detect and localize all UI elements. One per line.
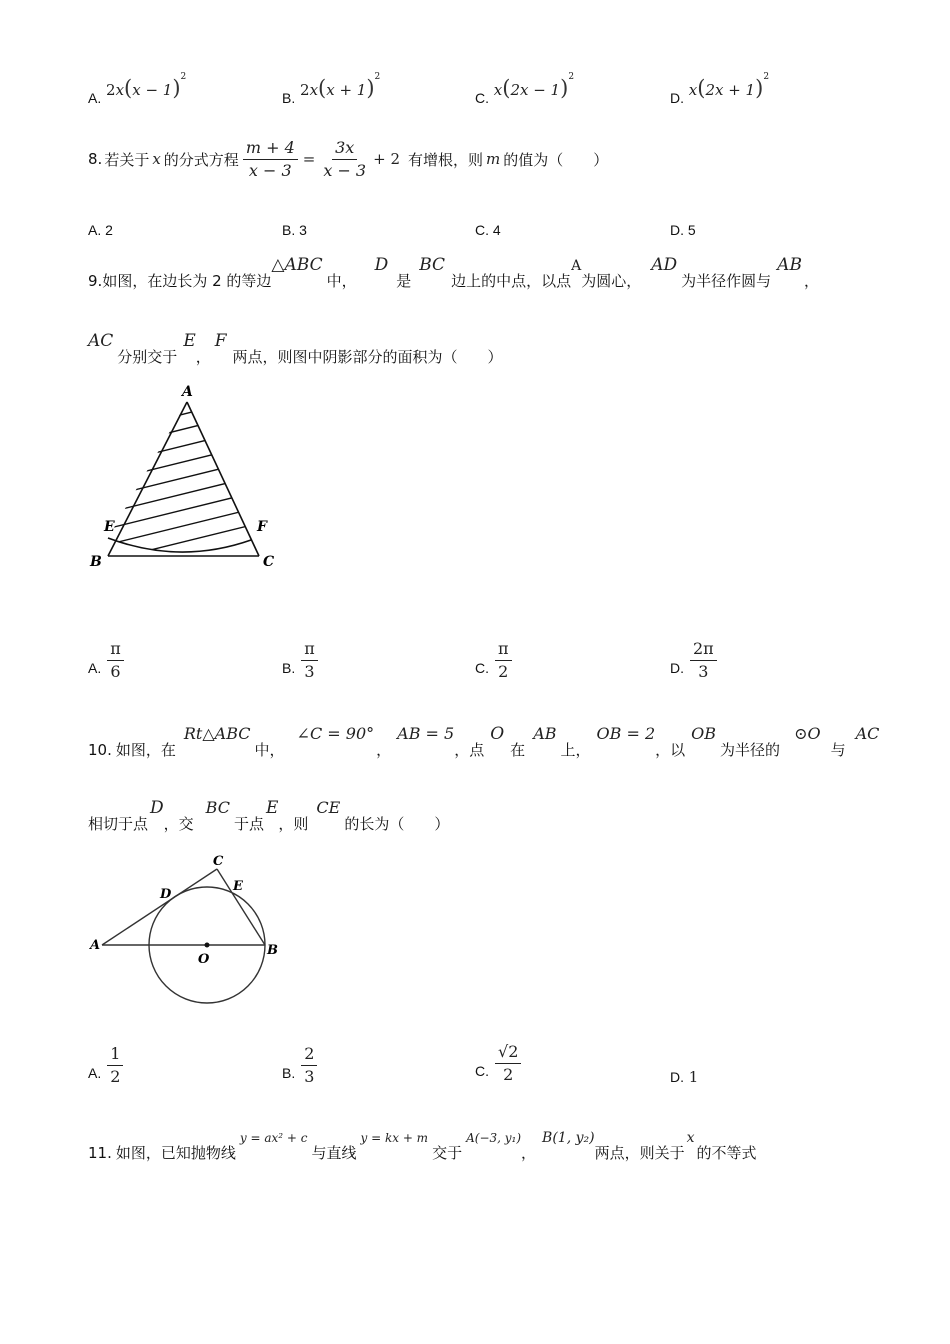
q9-figure	[80, 380, 300, 580]
q10-stem-line1	[88, 723, 879, 763]
math-seg-ce: CE	[316, 798, 341, 817]
math-seg-ab: AB	[533, 724, 557, 743]
math-inner: 2x − 1	[510, 81, 561, 99]
stem-text: 为圆心，	[581, 272, 642, 290]
stem-text: 交于	[432, 1144, 463, 1162]
stem-text: 边上的中点，以点	[451, 272, 572, 290]
side-ab	[108, 402, 187, 556]
math-seg-bc: BC	[205, 798, 230, 817]
q9-stem-line2	[88, 330, 503, 370]
stem-text: 的值为（ ）	[503, 150, 609, 169]
math-ob-eq: OB = 2	[596, 724, 656, 743]
stem-text: ，	[521, 1144, 537, 1162]
math-point-a: A	[571, 258, 582, 274]
math-seg-ac: AC	[855, 724, 880, 743]
question-number: 11.	[88, 1144, 112, 1162]
q9-stem-line1	[88, 254, 819, 294]
math-circle-o: ⊙O	[794, 724, 821, 743]
label-c: C	[213, 854, 224, 869]
option-label: D.	[670, 1069, 684, 1085]
math-point-b: B(1, y₂)	[542, 1130, 595, 1146]
fraction: $\frac{\pi}{2}$	[495, 640, 512, 680]
stem-text: 于点	[233, 815, 264, 833]
option-label: B.	[282, 90, 296, 106]
label-a: A	[90, 938, 101, 953]
stem-text: 相切于点	[88, 815, 149, 833]
stem-text: ，点	[454, 741, 485, 759]
fraction: $\frac{2\pi}{3}$	[690, 640, 717, 680]
math-var: x	[493, 81, 503, 99]
q10-option-d	[670, 1068, 698, 1086]
stem-text: 两点，则图中阴影部分的面积为（ ）	[232, 348, 503, 366]
q7-option-b: B. $2x(x + 1)^2$	[282, 72, 381, 106]
q10-figure	[80, 845, 300, 1015]
fraction: $\frac{2}{3}$	[301, 1045, 317, 1085]
question-number: 8.	[88, 150, 103, 168]
q9-option-c	[475, 640, 512, 680]
q8-stem	[88, 136, 608, 182]
stem-text: 两点，则关于	[594, 1144, 685, 1162]
option-label: C.	[475, 1063, 489, 1080]
math-point-f: F	[214, 331, 227, 351]
math-coef: 2	[106, 81, 116, 99]
label-e: E	[233, 879, 243, 894]
q9-option-b	[282, 640, 318, 680]
label-a: A	[182, 384, 193, 400]
fraction: $\frac{m + 4}{x - 3}$	[243, 139, 298, 179]
q9-option-d	[670, 640, 717, 680]
plus-term: + 2	[373, 150, 400, 168]
math-seg-ac: AC	[88, 331, 114, 351]
math-angle-c: ∠C = 90°	[296, 724, 375, 743]
q8-option-c: C. 4	[475, 222, 501, 238]
option-label: A.	[88, 90, 102, 106]
q11-stem	[88, 1126, 757, 1166]
fraction: $\frac{3x}{x - 3}$	[323, 137, 367, 180]
q9-option-a	[88, 640, 124, 680]
option-value: 1	[688, 1068, 699, 1086]
math-parabola: y = ax² + c	[239, 1131, 308, 1145]
math-inner: x − 1	[132, 81, 173, 99]
math-point-d: D	[374, 255, 389, 275]
math-inner: x + 1	[326, 81, 367, 99]
math-point-d: D	[150, 798, 164, 818]
math-exponent: 2	[568, 72, 575, 82]
label-b: B	[90, 554, 102, 570]
option-label: B.	[282, 1065, 296, 1082]
stem-text: 与直线	[311, 1144, 357, 1162]
q10-option-b	[282, 1045, 317, 1085]
center-point	[205, 943, 210, 948]
stem-text: 中，	[254, 741, 285, 759]
math-ab-eq: AB = 5	[397, 724, 455, 743]
label-o: O	[198, 952, 210, 967]
label-b: B	[267, 943, 278, 958]
label-c: C	[263, 554, 275, 570]
math-point-e: E	[183, 331, 196, 351]
math-exponent: 2	[180, 72, 187, 82]
q7-option-d: D. $x(2x + 1)^2$	[670, 72, 770, 106]
math-var: x	[309, 81, 319, 99]
stem-text: 中，	[326, 272, 357, 290]
option-label: D.	[670, 90, 684, 106]
option-label: A.	[88, 1065, 102, 1082]
q10-option-c	[475, 1043, 521, 1083]
question-number: 10.	[88, 741, 112, 759]
stem-text: 在	[510, 741, 526, 759]
q8-option-a: A. 2	[88, 222, 113, 238]
math-seg-ab: AB	[777, 255, 802, 275]
option-label: C.	[475, 90, 489, 106]
math-seg-bc: BC	[419, 255, 446, 275]
q8-option-d: D. 5	[670, 222, 696, 238]
math-point-a: A(−3, y₁)	[466, 1131, 522, 1145]
q7-option-a: A. $2x(x - 1)^2$	[88, 72, 187, 106]
stem-text: 的不等式	[696, 1144, 757, 1162]
stem-text: 如图，已知抛物线	[115, 1144, 236, 1162]
option-label: B.	[282, 660, 296, 677]
option-label: C.	[475, 660, 489, 677]
stem-text: 与	[830, 741, 846, 759]
math-line: y = kx + m	[360, 1131, 429, 1145]
stem-text: ，	[376, 741, 392, 759]
stem-text: 是	[396, 272, 412, 290]
label-f: F	[257, 519, 267, 535]
stem-text: ，则	[278, 815, 309, 833]
side-ac	[187, 402, 259, 556]
fraction: $\frac{1}{2}$	[107, 1045, 123, 1085]
stem-text: 的分式方程	[163, 150, 239, 169]
math-point-e: E	[265, 798, 279, 818]
math-coef: 2	[300, 81, 310, 99]
stem-text: 为半径作圆与	[681, 272, 772, 290]
option-label: D.	[670, 660, 684, 677]
equals-sign: =	[302, 150, 316, 168]
math-var: m	[486, 150, 501, 168]
math-triangle: △ABC	[271, 255, 323, 275]
math-seg-ob: OB	[691, 724, 717, 743]
label-d: D	[160, 887, 172, 902]
option-label: A.	[88, 660, 102, 677]
q7-option-c: C. $x(2x - 1)^2$	[475, 72, 575, 106]
label-e: E	[104, 519, 115, 535]
q8-option-b: B. 3	[282, 222, 307, 238]
q10-stem-line2	[88, 797, 449, 837]
math-point-o: O	[490, 724, 505, 744]
fraction: $\frac{√2}{2}$	[495, 1043, 521, 1083]
stem-text: ，	[195, 348, 211, 366]
stem-text: 如图，在	[115, 741, 176, 759]
math-var-x: x	[686, 1130, 695, 1146]
stem-text: 有增根，则	[408, 150, 484, 169]
stem-text: 上，	[560, 741, 591, 759]
fraction: $\frac{\pi}{6}$	[107, 640, 124, 680]
side-ac	[102, 869, 217, 945]
stem-text: ，以	[655, 741, 686, 759]
math-seg-ad: AD	[651, 255, 678, 275]
math-var: x	[152, 150, 161, 168]
stem-text: 的长为（ ）	[344, 815, 450, 833]
question-number: 9.	[88, 272, 103, 290]
math-var: x	[115, 81, 125, 99]
math-var: x	[688, 81, 698, 99]
math-inner: 2x + 1	[705, 81, 756, 99]
stem-text: 分别交于	[117, 348, 178, 366]
math-rt-triangle: Rt△ABC	[183, 724, 251, 743]
arc-ef	[108, 538, 251, 552]
stem-text: ，	[803, 272, 819, 290]
stem-text: 为半径的	[720, 741, 781, 759]
fraction: $\frac{\pi}{3}$	[301, 640, 318, 680]
stem-text: ，交	[163, 815, 194, 833]
stem-text: 如图，在边长为 2 的等边	[102, 272, 272, 290]
q10-option-a	[88, 1045, 123, 1085]
math-exponent: 2	[763, 72, 770, 82]
stem-text: 若关于	[104, 150, 150, 169]
math-exponent: 2	[374, 72, 381, 82]
